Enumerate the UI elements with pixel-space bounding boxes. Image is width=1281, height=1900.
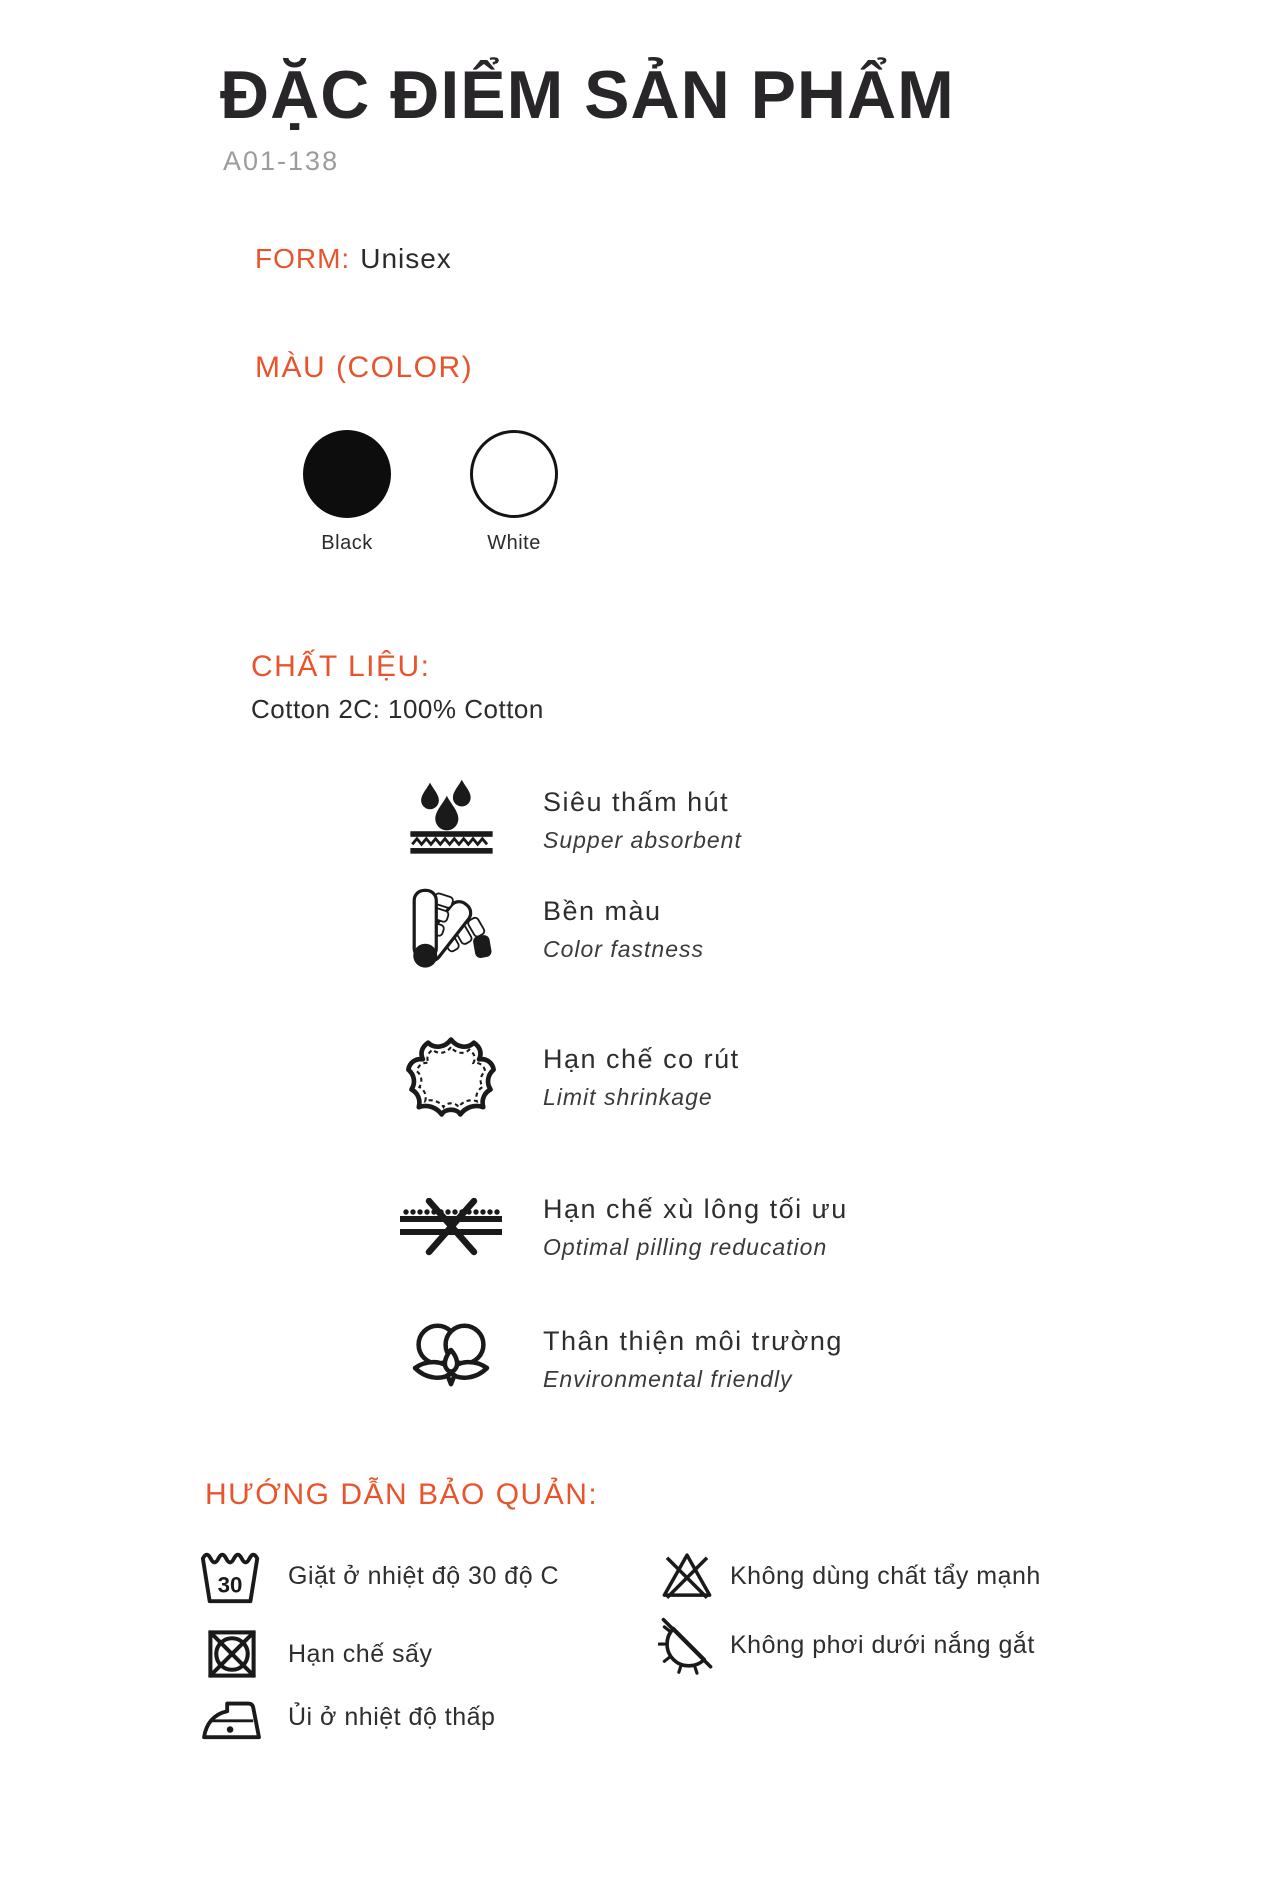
material-heading: CHẤT LIỆU: — [251, 650, 431, 683]
care-item-wash — [190, 1544, 559, 1608]
care-heading: HƯỚNG DẪN BẢO QUẢN: — [205, 1478, 599, 1511]
swatch-label: Black — [321, 532, 373, 554]
feature-subtitle-en: Supper absorbent — [543, 826, 742, 853]
care-label: Hạn chế sấy — [288, 1639, 433, 1668]
leather-hide-icon — [395, 1029, 507, 1125]
iron-low-heat-icon — [190, 1691, 274, 1743]
color-swatch-fan-icon — [395, 881, 507, 977]
feature-row-shrinkage — [395, 1020, 740, 1134]
no-sun-dry-icon — [658, 1613, 716, 1677]
form-label: FORM: — [255, 243, 351, 274]
swatch-label: White — [487, 532, 541, 554]
feature-row-absorbent — [395, 775, 742, 865]
care-item-no-bleach — [658, 1548, 1041, 1604]
color-section-heading: MÀU (COLOR) — [255, 351, 474, 384]
water-drops-absorbent-icon — [395, 777, 507, 863]
feature-row-pilling — [395, 1193, 848, 1260]
feature-title-vi: Hạn chế xù lông tối ưu — [543, 1193, 848, 1224]
care-item-no-tumble-dry — [190, 1626, 432, 1682]
care-label: Không phơi dưới nắng gắt — [730, 1630, 1035, 1659]
white-swatch-circle — [470, 430, 558, 518]
no-pilling-fabric-icon — [395, 1198, 507, 1256]
feature-row-eco — [395, 1314, 843, 1404]
color-swatch-white — [468, 430, 560, 555]
wash-temp-number: 30 — [217, 1572, 243, 1598]
wash-30-icon — [190, 1546, 274, 1606]
care-item-iron — [190, 1688, 495, 1746]
feature-subtitle-en: Color fastness — [543, 935, 705, 962]
feature-title-vi: Siêu thấm hút — [543, 786, 730, 817]
care-label: Giặt ở nhiệt độ 30 độ C — [288, 1561, 560, 1590]
form-row — [255, 243, 452, 275]
color-swatch-black — [301, 430, 393, 555]
page-title: ĐẶC ĐIỂM SẢN PHẨM — [220, 57, 955, 133]
no-tumble-dry-icon — [190, 1627, 274, 1681]
cotton-flower-icon — [395, 1314, 507, 1404]
care-label: Ủi ở nhiệt độ thấp — [288, 1702, 496, 1731]
feature-subtitle-en: Limit shrinkage — [543, 1083, 713, 1110]
feature-title-vi: Thân thiện môi trường — [543, 1325, 843, 1356]
feature-title-vi: Bền màu — [543, 895, 662, 926]
feature-subtitle-en: Environmental friendly — [543, 1365, 793, 1392]
form-value: Unisex — [360, 243, 452, 274]
care-label: Không dùng chất tẩy mạnh — [730, 1561, 1041, 1590]
material-value: Cotton 2C: 100% Cotton — [251, 694, 544, 724]
feature-row-color-fastness — [395, 876, 704, 982]
product-code: A01-138 — [223, 146, 340, 176]
black-swatch-circle — [303, 430, 391, 518]
care-item-no-sun — [658, 1610, 1035, 1680]
no-bleach-icon — [658, 1548, 716, 1604]
feature-title-vi: Hạn chế co rút — [543, 1043, 740, 1074]
feature-subtitle-en: Optimal pilling reducation — [543, 1233, 828, 1260]
